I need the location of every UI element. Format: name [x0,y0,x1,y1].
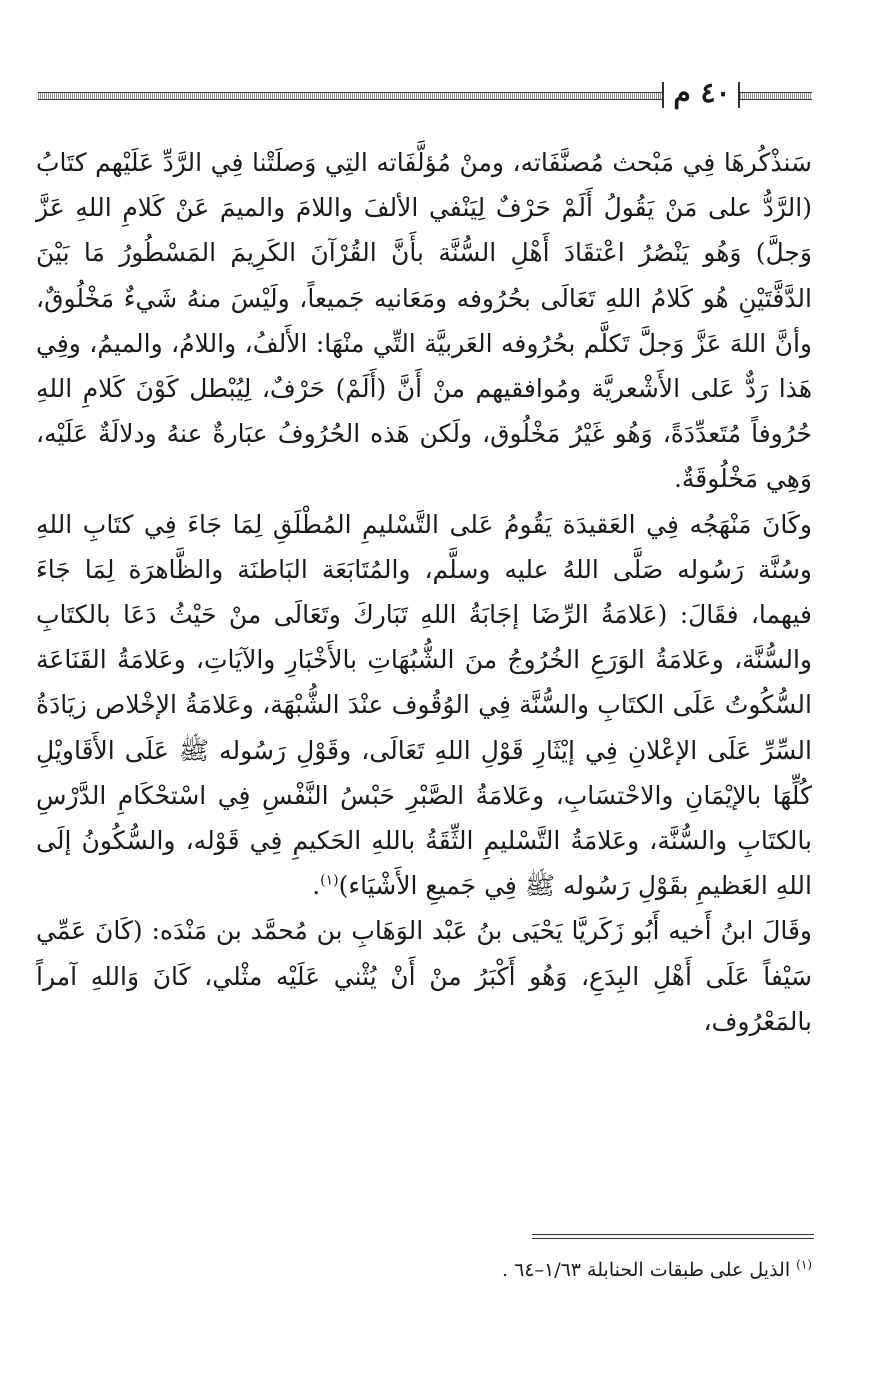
page-number: ٤٠ م [673,76,731,109]
paragraph-2-text: وكَانَ مَنْهَجُه فِي العَقيدَة يَقُومُ عَلى التَّسْليمِ المُطْلَقِ لِمَا جَاءَ فِي كتَابِ اللهِ وسُنَّة رَسُوله صَلَّى اللهُ عليه وسلَّم، والمُتَابَعَة البَاطنَة والظَّاهرَة لِمَا جَاءَ فيهما، فقَالَ: (عَلامَةُ الرِّضَا إجَابَةُ اللهِ تَبَاركَ وتَعَالَى منْ حَيْثُ دَعَا بالكتَابِ والسُّنَّة، وعَلامَةُ الوَرَعِ الخُرُوجُ منَ الشُّبُهَاتِ بالأَخْبَارِ والآيَاتِ، وعَلامَةُ القَنَاعَة السُّكُوتُ عَلَى الكتَابِ والسُّنَّة فِي الوُقُوف عنْدَ الشُّبْهَة، وعَلامَةُ الإخْلاص زيَادَةُ السِّرِّ عَلَى الإعْلانِ فِي إيْثَارِ قَوْلِ اللهِ تَعَالَى، وقَوْلِ رَسُوله ﷺ عَلَى الأَقَاويْلِ كُلِّهَا بالإيْمَانِ والاحْتسَابِ، وعَلامَةُ الصَّبْرِ حَبْسُ النَّفْسِ فِي اسْتحْكَامِ الدَّرْسِ بالكتَابِ والسُّنَّة، وعَلامَةُ التَّسْليمِ الثِّقَةُ باللهِ الحَكيمِ فِي قَوْله، والسُّكُونُ إلَى اللهِ العَظيمِ بقَوْلِ رَسُوله ﷺ فِي جَميعِ الأَشْيَاء) [36,509,812,901]
main-text [36,140,812,1044]
header-rule-tick [662,82,664,108]
header-rule-left [38,92,662,100]
footnote-reference: (١) [320,872,339,889]
paragraph-2 [36,502,812,909]
paragraph-1: سَنذْكُرهَا فِي مَبْحث مُصنَّفَاته، ومنْ مُؤلَّفَاته التِي وَصلَتْنا فِي الرَّدِّ عَلَيْهم كتَابُ (الرَّدُّ على مَنْ يَقُولُ أَلَمْ حَرْفٌ لِيَنْفي الألفَ واللامَ والميمَ عَنْ كَلامِ اللهِ عَزَّ وَجلَّ) وَهُو يَنْصُرُ اعْتقَادَ أَهْلِ السُّنَّة بأَنَّ القُرْآنَ الكَرِيمَ المَسْطُورُ مَا بَيْنَ الدَّفَّتَيْنِ هُو كَلامُ اللهِ تَعَالَى بحُرُوفه ومَعَانيه جَميعاً، ولَيْسَ منهُ شَيءٌ مَخْلُوقٌ، وأنَّ اللهَ عَزَّ وَجلَّ تَكلَّم بحُرُوفه العَربيَّة التِّي منْهَا: الأَلفُ، واللامُ، والميمُ، وفِي هَذا رَدٌّ عَلى الأَشْعريَّة ومُوافقيهم منْ أَنَّ (أَلَمْ) حَرْفٌ، لِيُبْطل كَوْنَ كَلامِ اللهِ حُرُوفاً مُتَعدِّدَةً، وَهُو غَيْرُ مَخْلُوق، ولَكن هَذه الحُرُوفُ عبَارةٌ عنهُ ودلالَةٌ عَلَيْه، وَهِي مَخْلُوقَةٌ. [36,148,812,494]
footnote-separator [532,1234,814,1239]
paragraph-2-trail: . [312,871,321,901]
footnote-number: (١) [796,1257,812,1272]
page-header [38,74,812,114]
footnote-text: الذيل على طبقات الحنابلة ١/٦٣–٦٤ . [501,1259,791,1281]
paragraph-3: وقَالَ ابنُ أَخيه أَبُو زَكَريَّا يَحْيَى بنُ عَبْد الوَهَابِ بن مُحمَّد بن مَنْدَه: (كَانَ عَمِّي سَيْفاً عَلَى أَهْلِ البِدَعِ، وَهُو أَكْبَرُ منْ أَنْ يُثْني عَلَيْه مثْلي، كَانَ وَاللهِ آمراً بالمَعْرُوف، [36,916,812,1036]
footnote [36,1256,812,1284]
header-rule-right [740,92,812,100]
